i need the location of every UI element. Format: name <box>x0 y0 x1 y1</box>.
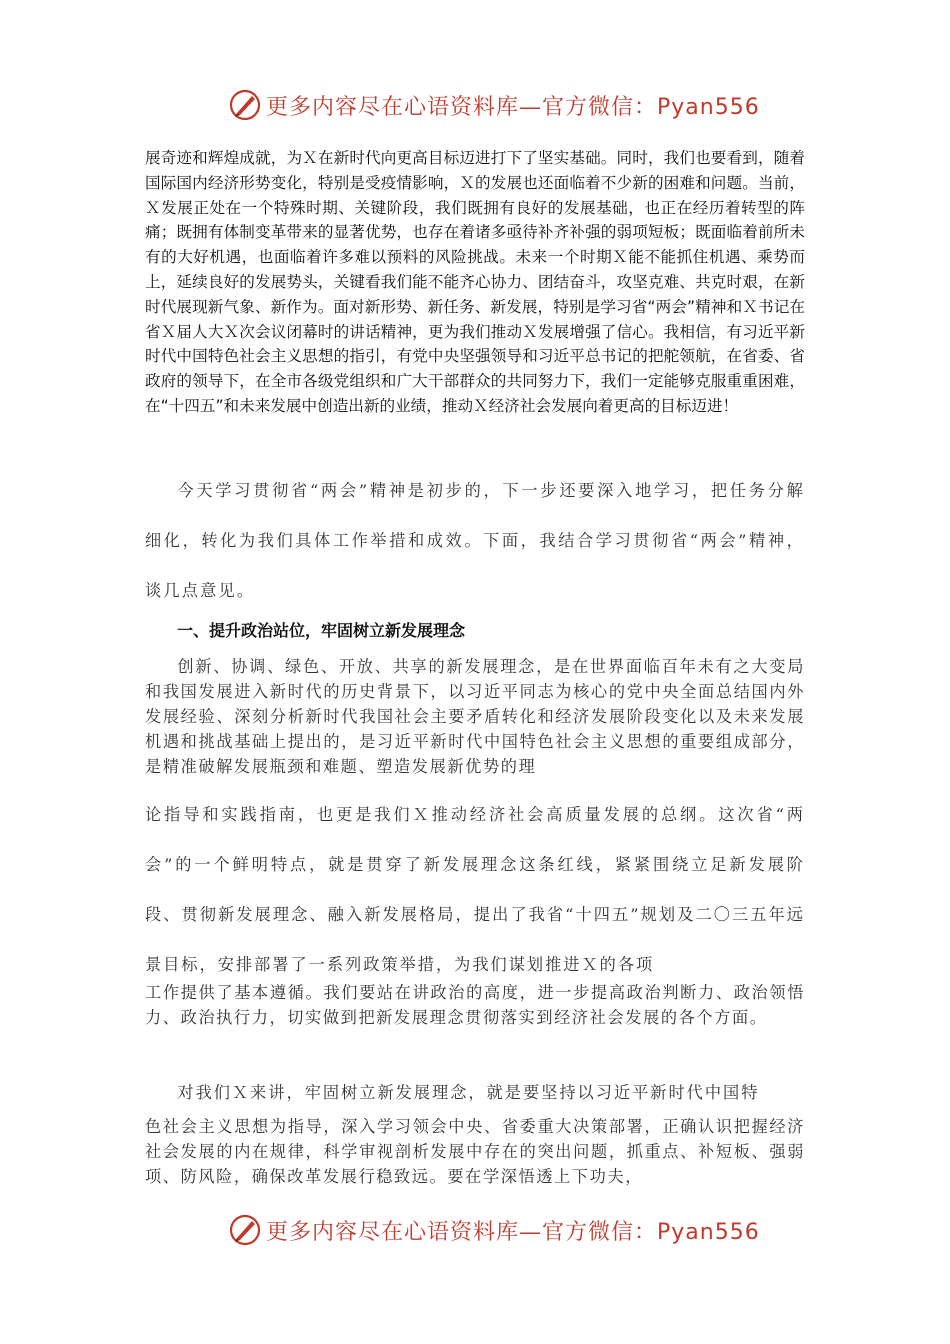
watermark-text: 更多内容尽在心语资料库—官方微信：Pyan556 <box>266 94 760 120</box>
paragraph-3-cont: 论指导和实践指南，也更是我们Ｘ推动经济社会高质量发展的总纲。这次省“两会”的一个鲜明特点，就是贯穿了新发展理念这条红线，紧紧围绕立足新发展阶段、贯彻新发展理念、融入新发展格局，提出了我省“十四五”规划及二〇三五年远景目标，安排部署了一系列政策举措，为我们谋划推进Ｘ的各项 <box>145 805 805 974</box>
paragraph-2: 今天学习贯彻省“两会”精神是初步的，下一步还要深入地学习，把任务分解细化，转化为我们具体工作举措和成效。下面，我结合学习贯彻省“两会”精神，谈几点意见。 <box>145 481 805 600</box>
watermark-wechat-id: Pyan556 <box>657 94 760 120</box>
watermark-footer <box>228 1210 760 1250</box>
paragraph-4-cont: 色社会主义思想为指导，深入学习领会中央、省委重大决策部署，正确认识把握经济社会发展的内在规律，科学审视剖析发展中存在的突出问题，抓重点、补短板、强弱项、防风险，确保改革发展行稳致远。要在学深悟透上下功夫， <box>145 1117 805 1186</box>
paragraph-1: 展奇迹和辉煌成就，为Ｘ在新时代向更高目标迈进打下了坚实基础。同时，我们也要看到，随着国际国内经济形势变化，特别是受疫情影响，Ｘ的发展也还面临着不少新的困难和问题。当前，Ｘ发展正处在一个特殊时期、关键阶段，我们既拥有良好的发展基础，也正在经历着转型的阵痛；既拥有体制变革带来的显著优势，也存在着诸多亟待补齐补强的弱项短板；既面临着前所未有的大好机遇，也面临着许多难以预料的风险挑战。未来一个时期Ｘ能不能抓住机遇、乘势而上，延续良好的发展势头，关键看我们能不能齐心协力、团结奋斗，攻坚克难、共克时艰，在新时代展现新气象、新作为。面对新形势、新任务、新发展，特别是学习省“两会”精神和Ｘ书记在省Ｘ届人大Ｘ次会议闭幕时的讲话精神，更为我们推动Ｘ发展增强了信心。我相信，有习近平新时代中国特色社会主义思想的指引，有党中央坚强领导和习近平总书记的把舵领航，在省委、省政府的领导下，在全市各级党组织和广大干部群众的共同努力下，我们一定能够克服重重困难，在“十四五”和未来发展中创造出新的业绩，推动Ｘ经济社会发展向着更高的目标迈进！ <box>145 149 805 415</box>
watermark-text: 更多内容尽在心语资料库—官方微信：Pyan556 <box>266 1219 760 1245</box>
paragraph-3-end: 工作提供了基本遵循。我们要站在讲政治的高度，进一步提高政治判断力、政治领悟力、政治执行力，切实做到把新发展理念贯彻落实到经济社会发展的各个方面。 <box>145 983 805 1027</box>
watermark-wechat-id: Pyan556 <box>657 1219 760 1245</box>
pen-logo-icon <box>228 1213 262 1247</box>
section-heading-1: 一、提升政治站位，牢固树立新发展理念 <box>177 621 466 640</box>
paragraph-4-start: 对我们Ｘ来讲，牢固树立新发展理念，就是要坚持以习近平新时代中国特 <box>177 1083 760 1102</box>
watermark-header <box>228 85 760 125</box>
paragraph-3: 创新、协调、绿色、开放、共享的新发展理念，是在世界面临百年未有之大变局和我国发展进入新时代的历史背景下，以习近平同志为核心的党中央全面总结国内外发展经验、深刻分析新时代我国社会主要矛盾转化和经济发展阶段变化以及未来发展机遇和挑战基础上提出的，是习近平新时代中国特色社会主义思想的重要组成部分，是精准破解发展瓶颈和难题、塑造发展新优势的理 <box>145 657 805 776</box>
pen-logo-icon <box>228 88 262 122</box>
